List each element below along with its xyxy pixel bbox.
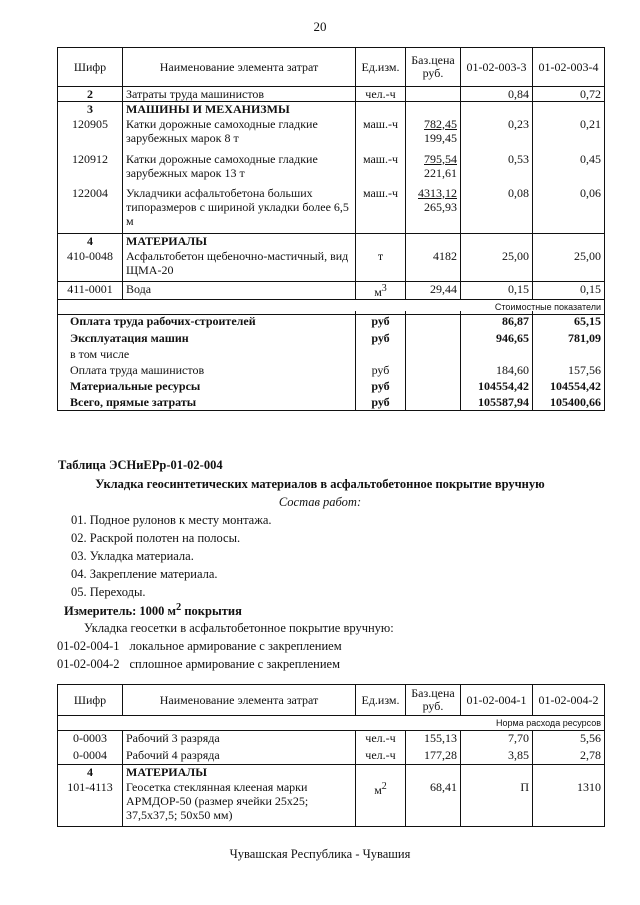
header-unit: Ед.изм. xyxy=(356,48,406,87)
resource-table-2 xyxy=(57,684,605,827)
section-row: 4 МАТЕРИАЛЫ xyxy=(58,234,605,249)
table-row: 120912 Катки дорожные самоходные гладкие зарубежных марок 13 т маш.-ч 795,54 221,61 0,53 0,45 xyxy=(58,152,605,186)
table-row: 411-0001 Вода $м^3$ 29,44 0,15 0,15 xyxy=(58,282,605,300)
norm-label: Норма расхода ресурсов xyxy=(58,716,605,731)
work-step: 03. Укладка материала. xyxy=(71,549,194,563)
header-col-b: 01-02-004-2 xyxy=(533,685,605,716)
table-row: 120905 Катки дорожные самоходные гладкие зарубежных марок 8 т маш.-ч 782,45 199,45 0,23 0,21 xyxy=(58,117,605,152)
page-number: 20 xyxy=(313,19,327,34)
section-title: Укладка геосинтетических материалов в асфальтобетонное покрытие вручную xyxy=(95,477,545,491)
section-row: 3 МАШИНЫ И МЕХАНИЗМЫ xyxy=(58,102,605,117)
variant-line: 01-02-004-1 локальное армирование с закреплением xyxy=(57,639,342,653)
table-header-row xyxy=(58,685,605,716)
header-base-price: Баз.цена руб. xyxy=(406,685,461,716)
cost-indicators-label: Стоимостные показатели xyxy=(58,300,605,315)
table-label: Таблица ЭСНиЕРр-01-02-004 xyxy=(58,458,223,472)
norm-row xyxy=(58,716,605,731)
table-row: 2 Затраты труда машинистов чел.-ч 0,84 0,72 xyxy=(58,87,605,102)
header-col-a: 01-02-003-3 xyxy=(461,48,533,87)
table-row: 101-4113 Геосетка стеклянная клееная марки АРМДОР-50 (размер ячейки 25х25; 37,5х37,5; 50х50 мм) $м^2$ 68,41 П 1310 xyxy=(58,780,605,827)
header-col-b: 01-02-003-4 xyxy=(533,48,605,87)
summary-table: Оплата труда рабочих-строителей руб 86,87 65,15 Эксплуатация машин руб 946,65 781,09 в том числе Оплата труда машинистов руб 184,60 157,56 Материальные ресурсы руб 104554,42 104554,42 Всего, прямые затраты руб 105587,94 105400,66 xyxy=(57,311,605,411)
meter-line: Измеритель: 1000 $м^2$ покрытия xyxy=(64,602,242,619)
work-step: 02. Раскрой полотен на полосы. xyxy=(71,531,241,545)
header-code: Шифр xyxy=(58,685,123,716)
header-code: Шифр xyxy=(58,48,123,87)
variant-line: 01-02-004-2 сплошное армирование с закреплением xyxy=(57,657,341,671)
table-row: 0-0003 Рабочий 3 разряда чел.-ч 155,13 7,70 5,56 xyxy=(58,731,605,748)
table-row: 410-0048 Асфальтобетон щебеночно-мастичный, вид ЩМА-20 т 4182 25,00 25,00 xyxy=(58,249,605,282)
table-row: 0-0004 Рабочий 4 разряда чел.-ч 177,28 3,85 2,78 xyxy=(58,748,605,765)
summary-wage-label: Оплата труда рабочих-строителей xyxy=(58,311,356,330)
work-step: 01. Подное рулонов к месту монтажа. xyxy=(71,513,272,527)
header-name: Наименование элемента затрат xyxy=(123,48,356,87)
work-description: Укладка геосетки в асфальтобетонное покрытие вручную: xyxy=(84,621,394,635)
header-base-price: Баз.цена руб. xyxy=(406,48,461,87)
resource-table-1 xyxy=(57,47,605,315)
header-col-a: 01-02-004-1 xyxy=(461,685,533,716)
composition-label: Состав работ: xyxy=(278,495,362,509)
page-footer: Чувашская Республика - Чувашия xyxy=(229,847,411,861)
work-step: 04. Закрепление материала. xyxy=(71,567,218,581)
header-name: Наименование элемента затрат xyxy=(123,685,356,716)
work-step: 05. Переходы. xyxy=(71,585,146,599)
header-unit: Ед.изм. xyxy=(356,685,406,716)
section-row: 4 МАТЕРИАЛЫ xyxy=(58,765,605,780)
table-row: 122004 Укладчики асфальтобетона больших типоразмеров с шириной укладки более 6,5 м маш.-ч 4313,12 265,93 0,08 0,06 xyxy=(58,186,605,234)
table-header-row xyxy=(58,48,605,87)
